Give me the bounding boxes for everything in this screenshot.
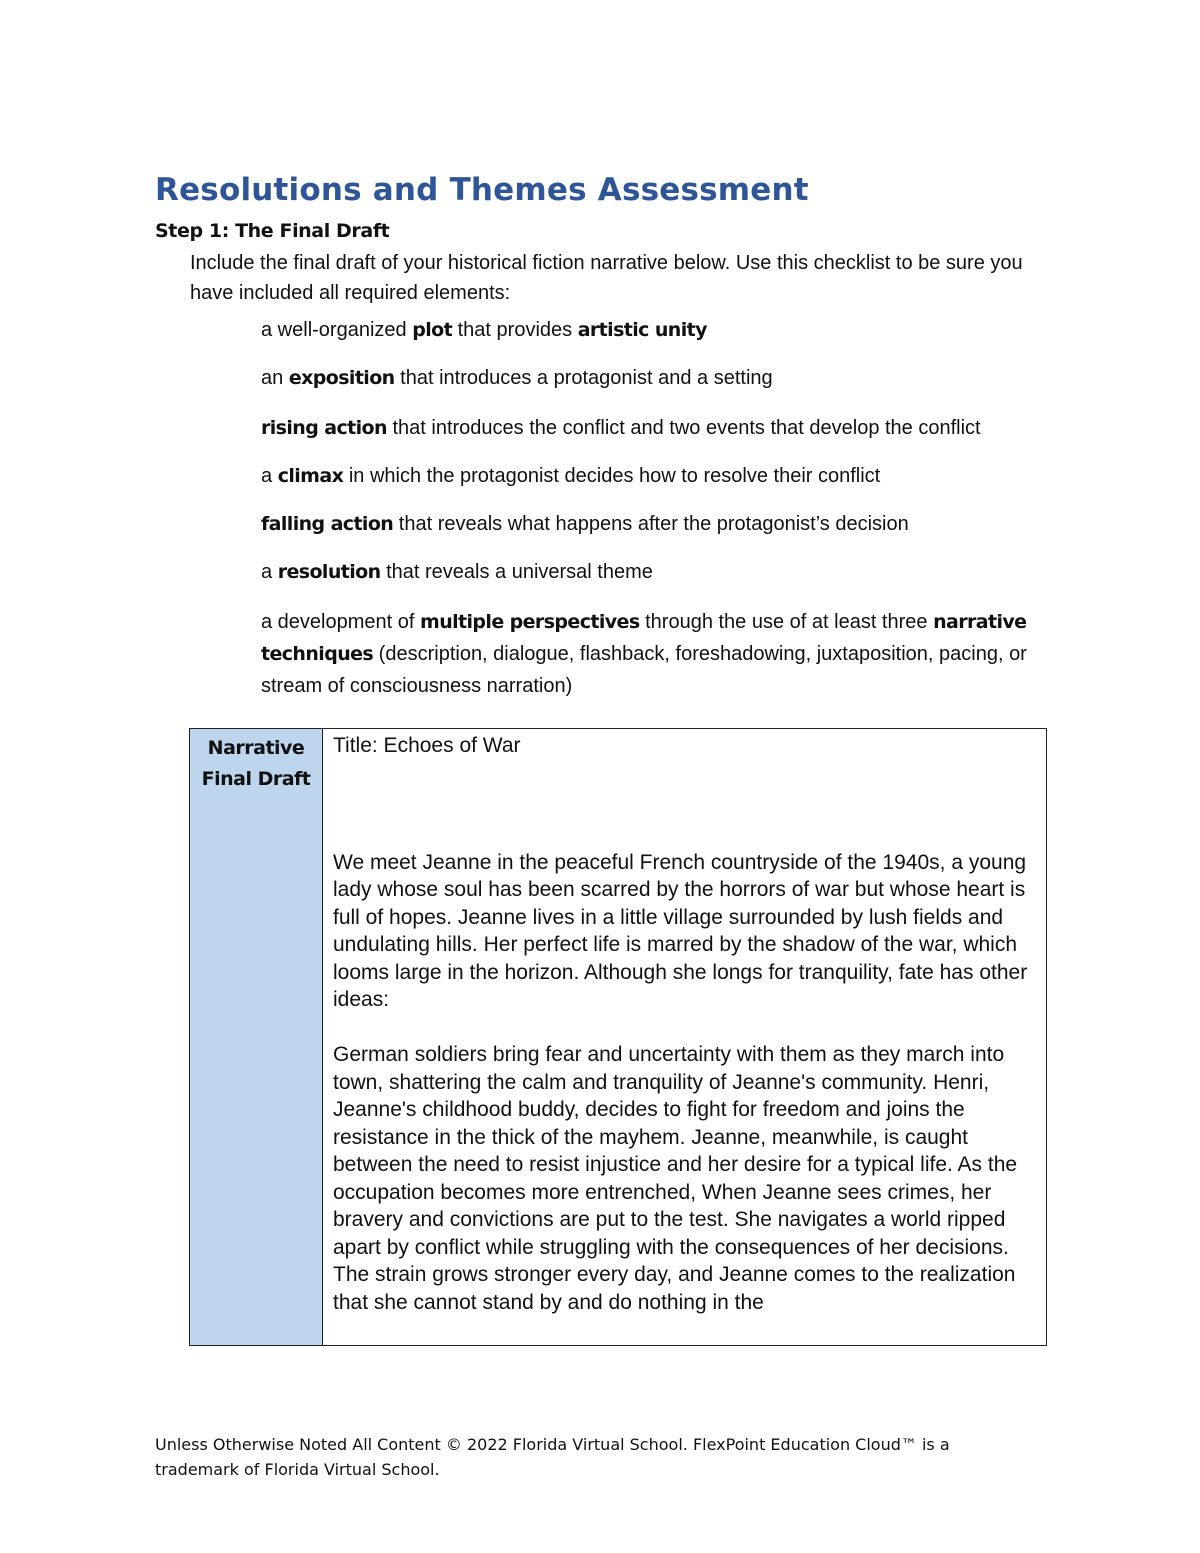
- checklist-item-resolution: a resolution that reveals a universal theme: [261, 561, 653, 583]
- checklist-item-perspectives: a development of multiple perspectives through the use of at least three narrative techniques (description, dialogue, flashback, foreshadowing, juxtaposition, pacing, or stream of consciousness narration): [261, 611, 1027, 697]
- instructions-text: Include the final draft of your historical fiction narrative below. Use this checklist to be sure you have included all required elements:: [190, 252, 1023, 304]
- checklist-item-rising-action: rising action that introduces the conflict and two events that develop the conflict: [261, 417, 981, 439]
- checklist-item-plot: a well-organized plot that provides artistic unity: [261, 319, 707, 341]
- checklist-item-exposition: an exposition that introduces a protagonist and a setting: [261, 367, 773, 389]
- footer-copyright: Unless Otherwise Noted All Content © 2022 Florida Virtual School. FlexPoint Education Cloud™ is a trademark of Florida Virtual School.: [155, 1435, 950, 1479]
- table-label-line-2: Final Draft: [201, 768, 311, 790]
- step-heading: Step 1: The Final Draft: [155, 220, 390, 242]
- table-label-cell: [190, 729, 323, 1345]
- page-title: Resolutions and Themes Assessment: [155, 172, 809, 208]
- narrative-final-draft-table: [189, 728, 1047, 1346]
- checklist-item-climax: a climax in which the protagonist decides how to resolve their conflict: [261, 465, 881, 487]
- table-label-line-1: Narrative: [207, 737, 305, 759]
- story-title: Title: Echoes of War: [333, 734, 521, 757]
- story-paragraph-1: We meet Jeanne in the peaceful French countryside of the 1940s, a young lady whose soul has been scarred by the horrors of war but whose heart is full of hopes. Jeanne lives in a little village surrounded by lush fields and undulating hills. Her perfect life is marred by the shadow of the war, which looms large in the horizon. Although she longs for tranquility, fate has other ideas:: [333, 850, 1028, 1011]
- story-paragraph-2: German soldiers bring fear and uncertainty with them as they march into town, shattering the calm and tranquility of Jeanne's community. Henri, Jeanne's childhood buddy, decides to fight for freedom and joins the resistance in the thick of the mayhem. Jeanne, meanwhile, is caught between the need to resist injustice and her desire for a typical life. As the occupation becomes more entrenched, When Jeanne sees crimes, her bravery and convictions are put to the test. She navigates a world ripped apart by conflict while struggling with the consequences of her decisions. The strain grows stronger every day, and Jeanne comes to the realization that she cannot stand by and do nothing in the: [333, 1043, 1018, 1314]
- checklist-item-falling-action: falling action that reveals what happens after the protagonist’s decision: [261, 513, 909, 535]
- table-content-cell[interactable]: [333, 732, 1038, 1344]
